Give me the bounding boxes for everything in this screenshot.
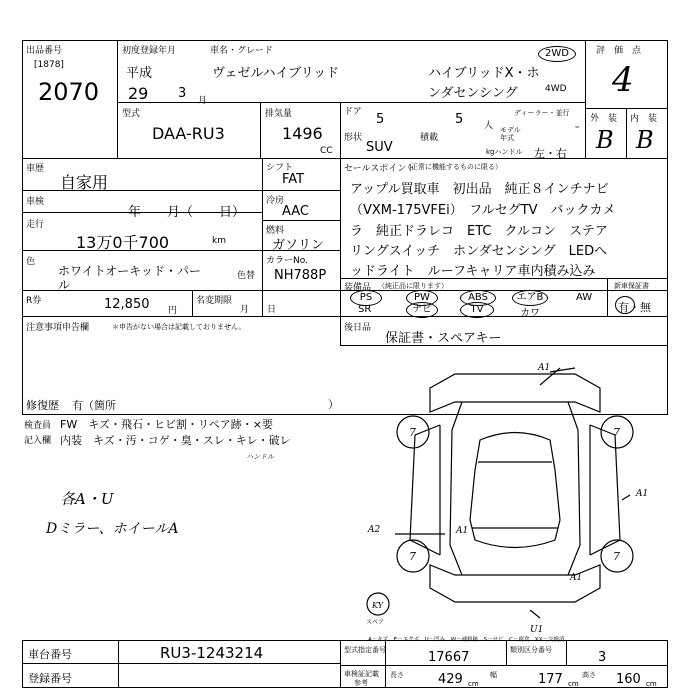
mark-a1-rear: A1 [570, 573, 583, 583]
mark-a1-front: A1 [538, 363, 551, 373]
interior-label: 内 装 [630, 114, 658, 124]
length-value: 429 [438, 672, 463, 687]
length-unit: cm [468, 680, 479, 688]
drive-4wd: 4WD [545, 84, 567, 94]
damage-legend: A－キズ E－エクボ U－凹み W－補修跡 S－サビ C－腐食 XX－交換済 [368, 637, 565, 643]
equip-navi-circled: ナビ [406, 302, 438, 318]
width-label: 幅 [490, 671, 497, 679]
dealer-label: ディーラー・並行 [514, 109, 570, 117]
class-no-label: 類別区分番号 [510, 646, 552, 654]
usage-label: 車歴 [26, 164, 45, 174]
sales-point-line: （VXM-175VFEi） フルセグTV バックカメ [350, 203, 616, 218]
recycle-unit: 円 [168, 306, 178, 316]
era: 平成 [126, 66, 153, 81]
grade-line-1: ハイブリッドX・ホ [428, 66, 540, 81]
mileage-unit: km [212, 236, 226, 246]
mark-7-fr: 7 [613, 426, 620, 439]
doors-label: ドア [344, 107, 362, 117]
lot-sub: [1878] [34, 60, 64, 70]
sales-point-line: ラ 純正ドラレコ ETC クルコン ステア [350, 224, 608, 239]
sales-point-line: アップル買取車 初出品 純正８インチナビ [350, 182, 609, 197]
mark-ky-spare: KY [372, 601, 384, 610]
sales-point-line: リングスイッチ ホンダセンシング LEDへ [350, 244, 608, 259]
new-car-warranty-value: 有・無 [618, 301, 651, 314]
handle-value: 左・右 [534, 147, 567, 160]
handwritten-note-1: 各A・U [60, 490, 114, 508]
interior-grade: B [636, 126, 654, 154]
equipment-sub: （純正品に限ります） [378, 282, 448, 290]
cc-unit: CC [320, 146, 333, 156]
drive-2wd-circled: 2WD [538, 46, 576, 62]
divider [506, 640, 507, 665]
displacement-value: 1496 [282, 124, 323, 143]
inspector-row-2: 内装 キズ・汚・コゲ・臭・スレ・キレ・破レ [60, 434, 291, 447]
notes-label: 注意事項申告欄 [26, 323, 90, 333]
color-code-label: カラーNo. [266, 256, 308, 266]
ref-label: 参考 [354, 679, 368, 687]
divider [340, 665, 668, 666]
height-label: 高さ [582, 671, 596, 679]
model-year-label: モデル年式 [500, 126, 521, 142]
handle-note: ハンドル [246, 453, 274, 461]
ac-value: AAC [282, 204, 309, 219]
height-unit: cm [646, 680, 657, 688]
capacity-unit: 人 [484, 121, 494, 131]
mark-7-rr: 7 [613, 550, 620, 563]
name-change-date: 月 日 [240, 305, 277, 315]
chassis-value: RU3-1243214 [160, 644, 264, 662]
fuel-label: 燃料 [266, 226, 285, 236]
equip-abs-circled: ABS [460, 290, 496, 306]
sales-points-sub: （正常に機能するものに限る） [404, 163, 502, 171]
car-name-label: 車名・グレード [210, 46, 274, 56]
shift-label: シフト [266, 163, 294, 173]
length-label: 長さ [390, 671, 404, 679]
equip-aw: AW [576, 292, 593, 303]
mark-a1-door: A1 [456, 526, 469, 536]
color-no-value: NH788P [274, 268, 327, 283]
shape-label: 形状 [344, 133, 363, 143]
mark-7-rl: 7 [409, 550, 416, 563]
width-unit: cm [568, 680, 579, 688]
color-label: 色 [26, 257, 36, 267]
divider [340, 640, 341, 688]
equip-ps-circled: PS [350, 290, 382, 306]
recycle-value: 12,850 [104, 297, 150, 312]
diagram-body [450, 402, 580, 575]
recycle-label: R券 [26, 296, 42, 306]
dealer-value: ｰ [575, 123, 580, 133]
score-value: 4 [612, 60, 634, 100]
inspection-label: 車検 [26, 197, 45, 207]
repair-label: 修復歴 [26, 399, 59, 412]
repair-value: 有（箇所 [72, 399, 116, 412]
exterior-label: 外 装 [590, 114, 618, 124]
divider [22, 663, 340, 664]
capacity-label: 積載 [420, 133, 439, 143]
shape-value: SUV [366, 140, 393, 155]
color-change-label: 色替 [237, 271, 256, 281]
diagram-left-side [410, 425, 440, 555]
equip-leather: カワ [520, 308, 540, 319]
exterior-grade: B [596, 126, 614, 154]
fuel-value: ガソリン [272, 238, 325, 253]
mark-a1-left: A1 [636, 489, 649, 499]
model-label: 型式 [122, 109, 141, 119]
height-value: 160 [616, 672, 641, 687]
diagram-rear-panel [430, 565, 600, 602]
usage-value: 自家用 [60, 173, 109, 192]
color-value-2: ル [58, 278, 71, 292]
equip-pw-circled: PW [406, 290, 438, 306]
score-label: 評 価 点 [596, 46, 642, 56]
capacity-value: 5 [455, 112, 464, 127]
notes-text: ＊申告がない場合は記載しておりません。 [112, 323, 246, 331]
name-change-label: 名変期限 [196, 296, 233, 306]
reg-month: 3 [178, 86, 187, 101]
equipment-label: 装備品 [344, 283, 372, 293]
inspector-label: 検査員 [24, 421, 52, 431]
shift-value: FAT [282, 172, 305, 187]
type-no-label: 型式指定番号 [344, 646, 386, 654]
lot-label: 出品番号 [26, 46, 63, 56]
new-car-warranty-label: 新車保証書 [614, 282, 649, 290]
handwritten-note-2: Dミラー、ホイールA [46, 521, 179, 537]
mark-7-fl: 7 [409, 426, 416, 439]
color-value-1: ホワイトオーキッド・パー [58, 264, 202, 278]
reg-year: 29 [128, 84, 149, 103]
reg-label: 登録番号 [28, 672, 72, 685]
inspection-value: 年 月（ 日） [128, 205, 246, 220]
divider [566, 640, 567, 665]
class-no-value: 3 [598, 650, 607, 665]
spare-label: スペア [366, 619, 385, 626]
width-value: 177 [538, 672, 563, 687]
sales-points-label: セールスポイント [344, 164, 416, 174]
model-value: DAA-RU3 [152, 124, 225, 143]
inspector-row-1: FW キズ・飛石・ヒビ割・リペア跡・×要 [60, 418, 273, 431]
diagram-front-panel [430, 374, 600, 412]
doors-value: 5 [376, 112, 385, 127]
sales-point-line: ッドライト ルーフキャリア車内積み込み [350, 264, 596, 279]
equip-tv-circled: TV [460, 302, 494, 318]
diagram-cabin [470, 433, 560, 548]
post-items-label: 後日品 [344, 323, 372, 333]
type-no-value: 17667 [428, 650, 470, 665]
car-name: ヴェゼルハイブリッド [212, 66, 340, 81]
chassis-label: 車台番号 [28, 648, 72, 661]
entry-label: 記入欄 [24, 436, 52, 446]
equip-sr: SR [358, 304, 372, 315]
vehicle-cert-label: 車検証記載 [344, 670, 379, 678]
grade-line-2: ンダセンシング [428, 86, 518, 101]
displacement-label: 排気量 [265, 109, 293, 119]
reg-month-unit: 月 [198, 96, 208, 106]
mileage-label: 走行 [26, 220, 45, 230]
first-reg-label: 初度登録年月 [122, 46, 177, 56]
ac-label: 冷房 [266, 196, 285, 206]
lot-number: 2070 [38, 78, 100, 106]
divider [118, 640, 119, 688]
mark-u1-rear: U1 [530, 625, 544, 635]
repair-close: ） [328, 398, 339, 411]
diagram-right-side [590, 425, 620, 555]
mark-a2-left: A2 [368, 525, 381, 535]
post-items-value: 保証書・スペアキー [385, 331, 502, 346]
kg-handle-label: kgハンドル [486, 148, 523, 156]
equip-airbag-circled: エアB [512, 290, 548, 306]
mileage-value: 13万0千700 [76, 233, 170, 252]
